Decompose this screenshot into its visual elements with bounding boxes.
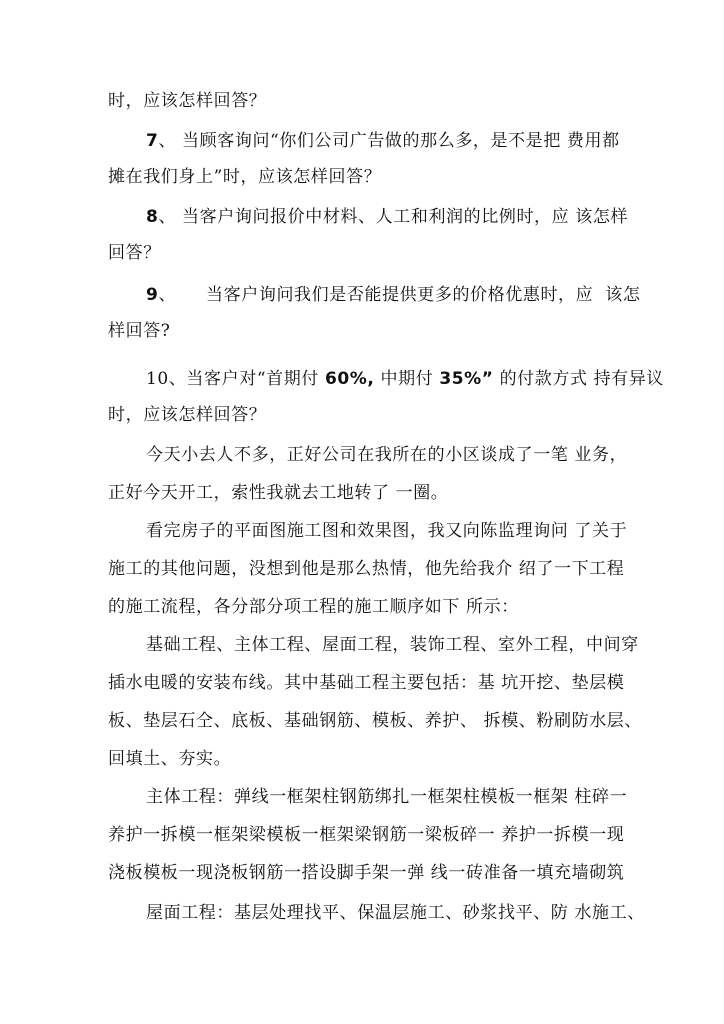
question-text: 、 当顾客询问“你们公司广告做的那么多，是不是把 费用都 bbox=[158, 131, 620, 151]
question-text: 、 当客户询问报价中材料、人工和利润的比例时，应 该怎样 bbox=[158, 207, 629, 227]
text-line: 样回答? bbox=[108, 321, 171, 341]
paragraph-line: 主体工程：弹线一框架柱钢筋绑扎一框架柱模板一框架 柱碎一 bbox=[146, 787, 628, 807]
paragraph-line: 基础工程、主体工程、屋面工程，装饰工程、室外工程，中间穿 bbox=[146, 635, 639, 655]
text-line: 时，应该怎样回答？ bbox=[108, 91, 267, 111]
question-text: 10、当客户对“首期付 bbox=[146, 369, 325, 389]
text-line: 时，应该怎样回答？ bbox=[108, 405, 267, 425]
question-number: 7 bbox=[146, 131, 159, 151]
paragraph-line: 今天小去人不多，正好公司在我所在的小区谈成了一笔 业务， bbox=[146, 445, 628, 465]
text-line: 摊在我们身上”时，应该怎样回答？ bbox=[108, 167, 382, 187]
paragraph-line: 屋面工程：基层处理找平、保温层施工、砂浆找平、防 水施工、 bbox=[146, 903, 645, 923]
text-line: 回答？ bbox=[108, 243, 161, 263]
question-text: 中期付 bbox=[374, 369, 440, 389]
text-line: 正好今天开工，索性我就去工地转了 一圈。 bbox=[108, 483, 449, 503]
text-line: 施工的其他问题，没想到他是那么热情，他先给我介 绍了一下工程 bbox=[108, 559, 625, 579]
text-line: 养护一拆模一框架梁模板一框架梁钢筋一梁板碎一 养护一拆模一现 bbox=[108, 825, 625, 845]
text-line: 的施工流程，各分部分项工程的施工顺序如下 所示： bbox=[108, 597, 519, 617]
text-line: 插水电暖的安装布线。其中基础工程主要包括：基 坑开挖、垫层模 bbox=[108, 673, 625, 693]
text-line: 板、垫层石仝、底板、基础钢筋、模板、养护、 拆模、粉刷防水层、 bbox=[108, 711, 643, 731]
question-number: 8 bbox=[146, 207, 159, 227]
percent-first: 60%, bbox=[324, 369, 375, 389]
question-text: 、 当客户询问我们是否能提供更多的价格优惠时，应 该怎 bbox=[158, 285, 641, 305]
question-8 bbox=[146, 202, 628, 232]
question-number: 9 bbox=[146, 285, 159, 305]
question-7 bbox=[146, 126, 620, 156]
text-line: 回填土、夯实。 bbox=[108, 749, 232, 769]
text-line: 浇板模板一现浇板钢筋一搭设脚手架一弹 线一砖准备一填充墙砌筑 bbox=[108, 863, 625, 883]
question-9 bbox=[146, 280, 640, 310]
paragraph-line: 看完房子的平面图施工图和效果图，我又向陈监理询问 了关于 bbox=[146, 521, 628, 541]
question-text: 的付款方式 持有异议 bbox=[493, 369, 664, 389]
question-10 bbox=[146, 364, 664, 394]
percent-second: 35%” bbox=[439, 369, 494, 389]
